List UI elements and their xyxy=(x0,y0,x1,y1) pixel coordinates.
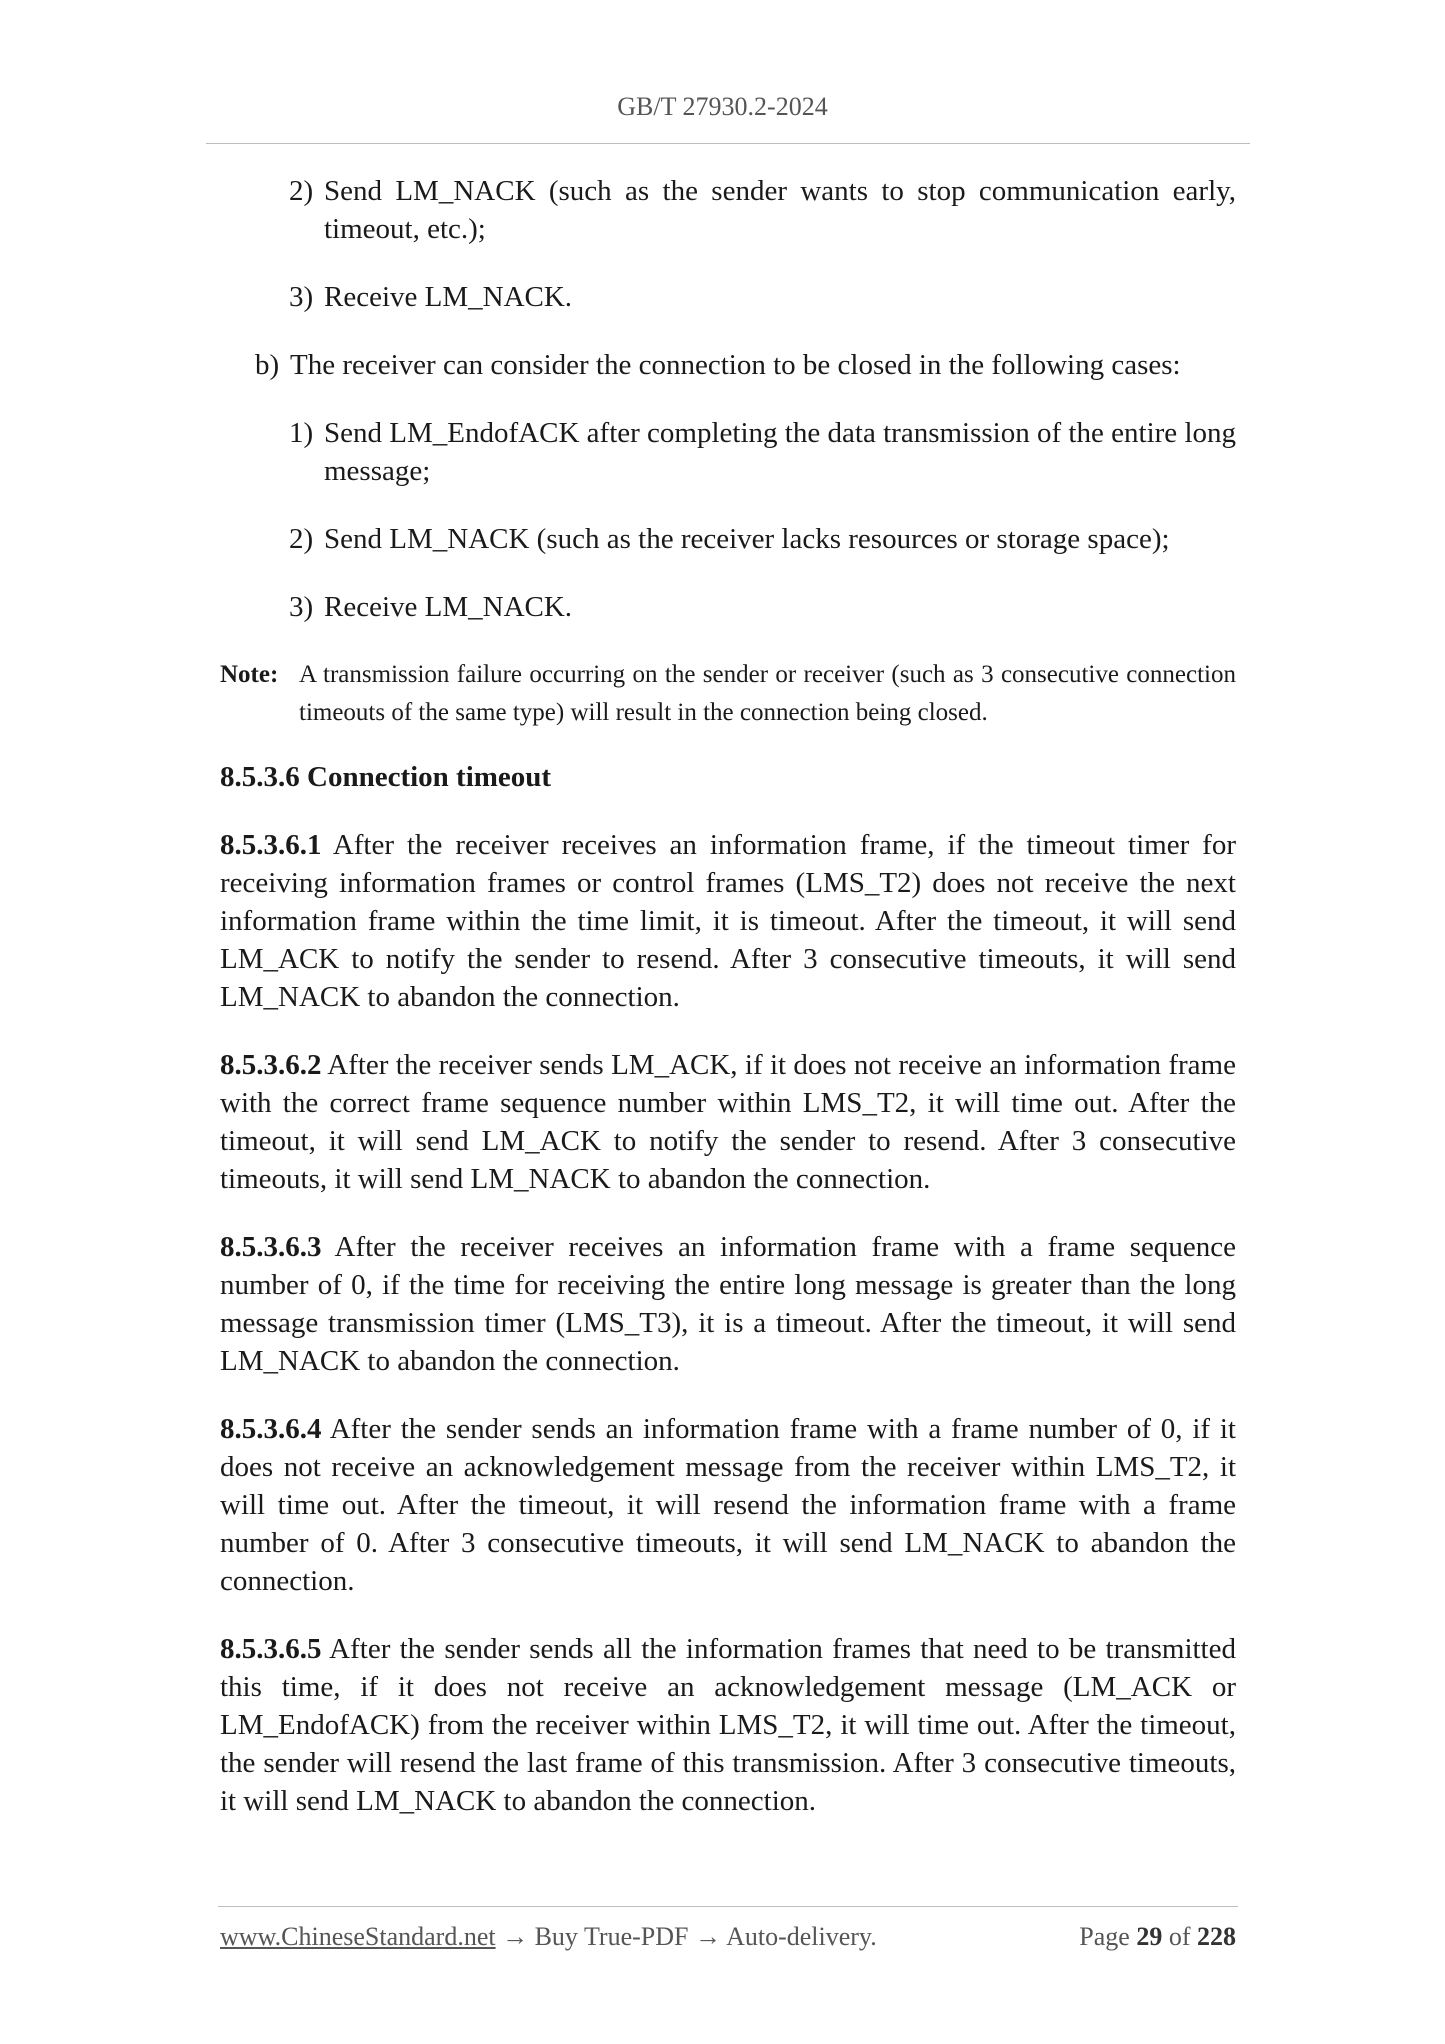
list-item xyxy=(220,520,1236,558)
list-item-text: Send LM_NACK (such as the receiver lacks resources or storage space); xyxy=(324,523,1170,555)
note-text: A transmission failure occurring on the sender or receiver (such as 3 consecutive connection timeouts of the same type) will result in the connection being closed. xyxy=(299,661,1236,726)
delivery-text: Auto-delivery. xyxy=(726,1922,877,1951)
clause-number: 8.5.3.6.1 xyxy=(220,829,322,861)
page-of-label: of xyxy=(1168,1922,1191,1951)
page-label: Page xyxy=(1079,1922,1130,1951)
list-item-number: b) xyxy=(255,349,280,381)
list-item xyxy=(220,414,1236,490)
list-item-text: Send LM_EndofACK after completing the data transmission of the entire long message; xyxy=(324,417,1236,487)
list-item xyxy=(220,172,1236,248)
list-item xyxy=(220,278,1236,316)
list-item-number: 1) xyxy=(289,417,314,449)
clause-text: After the receiver sends LM_ACK, if it does not receive an information frame with the correct frame sequence number within LMS_T2, it will time out. After the timeout, it will send LM_ACK to notify the sender to resend. After 3 consecutive timeouts, it will send LM_NACK to abandon the connection. xyxy=(220,1049,1236,1195)
clause-number: 8.5.3.6.5 xyxy=(220,1633,322,1665)
clause-paragraph xyxy=(220,1228,1236,1380)
list-item-number: 2) xyxy=(289,175,314,207)
footer-promo xyxy=(220,1922,877,1952)
clause-paragraph xyxy=(220,1046,1236,1198)
list-item-b xyxy=(220,346,1236,384)
list-item-text: Receive LM_NACK. xyxy=(324,591,573,623)
note-block xyxy=(220,656,1236,732)
clause-number: 8.5.3.6.3 xyxy=(220,1231,322,1263)
arrow-right-icon: → xyxy=(695,1922,721,1951)
section-heading: 8.5.3.6 Connection timeout xyxy=(220,761,552,793)
clause-text: After the sender sends an information frame with a frame number of 0, if it does not receive an acknowledgement message from the receiver within LMS_T2, it will time out. After the timeout, it will resend the information frame with a frame number of 0. After 3 consecutive timeouts, it will send LM_NACK to abandon the connection. xyxy=(220,1413,1236,1597)
clause-paragraph xyxy=(220,1410,1236,1600)
website-link[interactable]: www.ChineseStandard.net xyxy=(220,1922,496,1951)
page-indicator xyxy=(1079,1922,1236,1952)
header-divider xyxy=(206,143,1250,144)
arrow-right-icon: → xyxy=(502,1922,529,1951)
list-item-text: Send LM_NACK (such as the sender wants to stop communication early, timeout, etc.); xyxy=(324,175,1236,245)
total-page-count: 228 xyxy=(1197,1922,1236,1951)
list-item-text: Receive LM_NACK. xyxy=(324,281,573,313)
footer-divider xyxy=(218,1906,1238,1907)
list-item-text: The receiver can consider the connection to be closed in the following cases: xyxy=(290,349,1181,381)
clause-number: 8.5.3.6.2 xyxy=(220,1049,322,1081)
clause-text: After the receiver receives an information frame, if the timeout timer for receiving information frames or control frames (LMS_T2) does not receive the next information frame within the time limit, it is timeout. After the timeout, it will send LM_ACK to notify the sender to resend. After 3 consecutive timeouts, it will send LM_NACK to abandon the connection. xyxy=(220,829,1236,1013)
running-header: GB/T 27930.2-2024 xyxy=(617,92,828,121)
list-item xyxy=(220,588,1236,626)
clause-paragraph xyxy=(220,1630,1236,1820)
document-body xyxy=(220,172,1236,1850)
clause-number: 8.5.3.6.4 xyxy=(220,1413,322,1445)
clause-paragraph xyxy=(220,826,1236,1016)
clause-text: After the receiver receives an information frame with a frame sequence number of 0, if the time for receiving the entire long message is greater than the long message transmission timer (LMS_T3), it is a timeout. After the timeout, it will send LM_NACK to abandon the connection. xyxy=(220,1231,1236,1377)
list-item-number: 2) xyxy=(289,523,314,555)
list-item-number: 3) xyxy=(289,281,314,313)
clause-text: After the sender sends all the information frames that need to be transmitted this time, if it does not receive an acknowledgement message (LM_ACK or LM_EndofACK) from the receiver within LMS_T2, it will time out. After the timeout, the sender will resend the last frame of this transmission. After 3 consecutive timeouts, it will send LM_NACK to abandon the connection. xyxy=(220,1633,1236,1817)
buy-pdf-text: Buy True-PDF xyxy=(534,1922,689,1951)
list-item-number: 3) xyxy=(289,591,314,623)
note-label: Note: xyxy=(220,661,279,688)
current-page-number: 29 xyxy=(1136,1922,1163,1951)
